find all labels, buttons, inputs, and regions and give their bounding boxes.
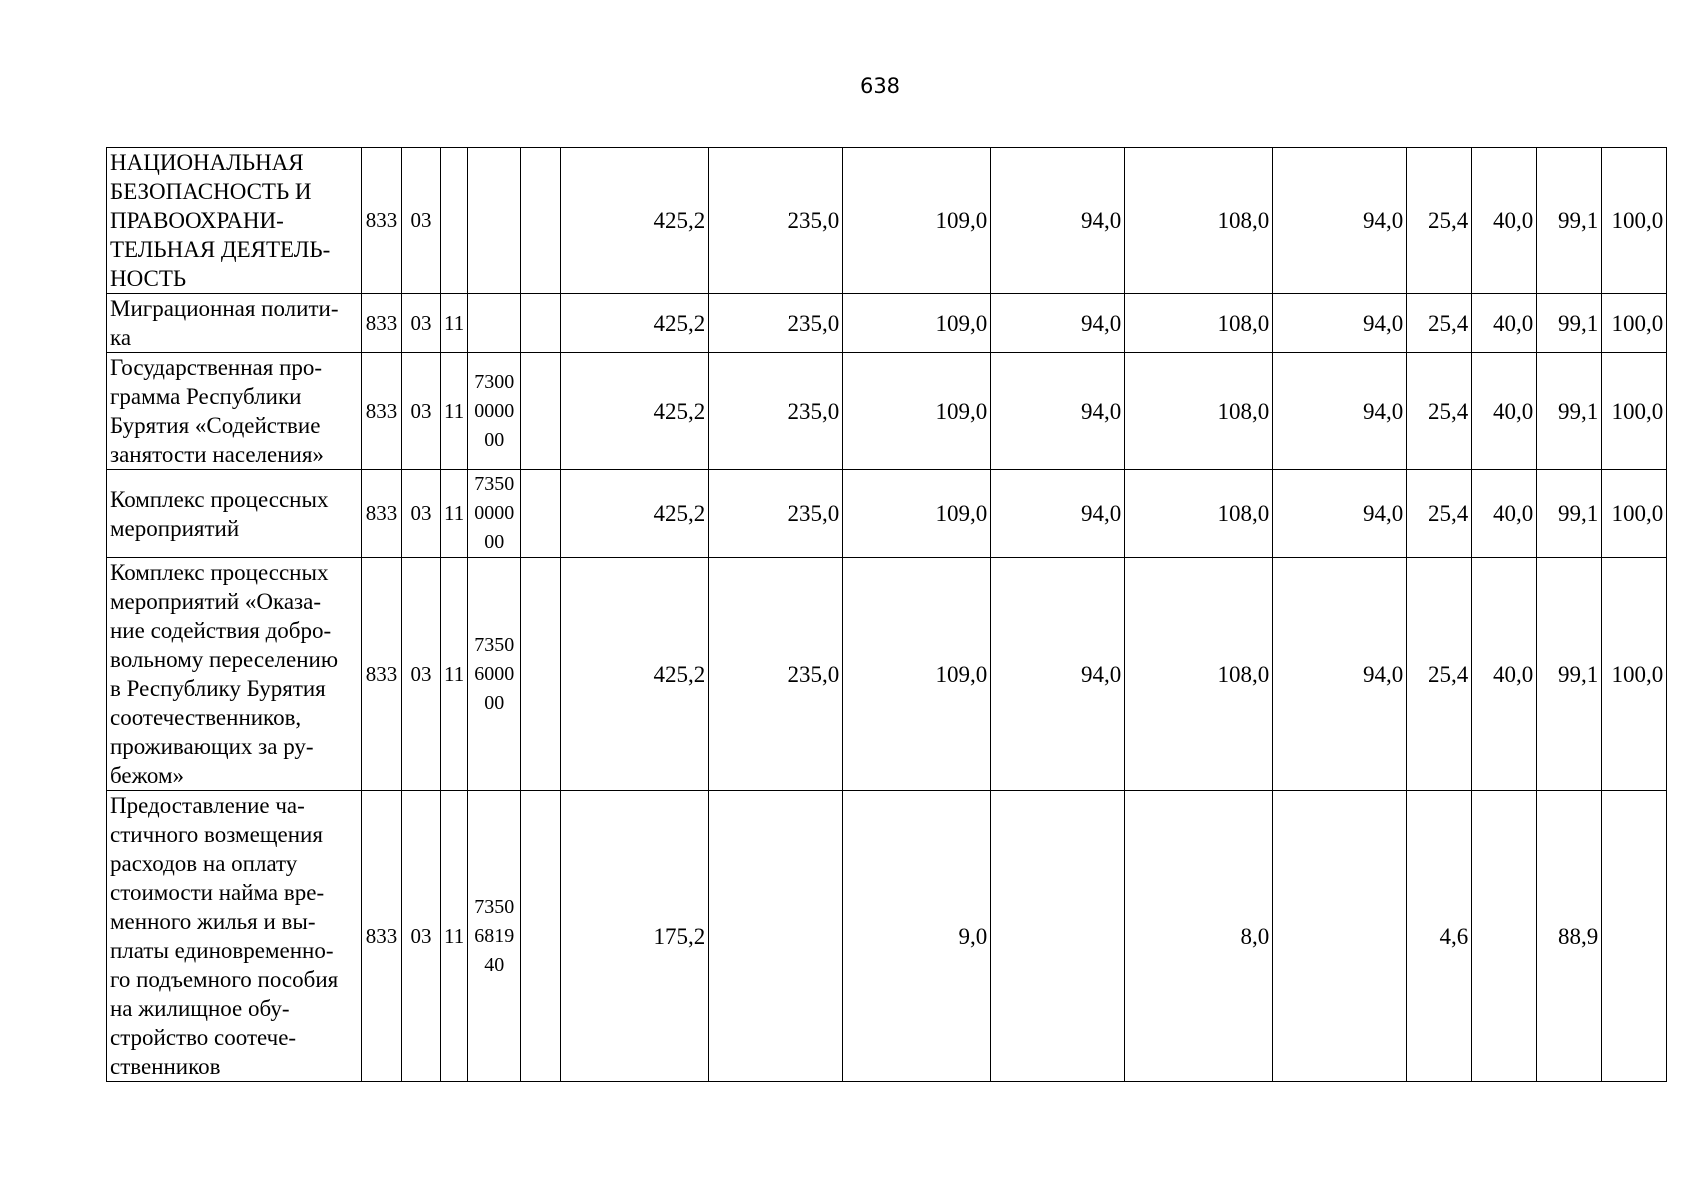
expense-type-code [521, 791, 561, 1082]
value-pct-2023-to-2021: 4,6 [1407, 791, 1472, 1082]
value-pct-approved-2024: 100,0 [1602, 558, 1667, 791]
value-2024-plan: 94,0 [991, 294, 1125, 353]
value-2021-fact: 425,2 [561, 470, 709, 558]
target-article-code [468, 148, 521, 294]
row-name: Миграционная полити- ка [107, 294, 362, 353]
grbs-code: 833 [362, 791, 402, 1082]
value-pct-approved-2024: 100,0 [1602, 353, 1667, 470]
target-article-code: 7350 6819 40 [468, 791, 521, 1082]
value-pct-2024-to-2022: 40,0 [1472, 470, 1537, 558]
value-2024-approved: 94,0 [1273, 470, 1407, 558]
value-pct-approved-2024 [1602, 791, 1667, 1082]
section-code: 03 [402, 353, 441, 470]
value-2021-fact: 425,2 [561, 294, 709, 353]
expense-type-code [521, 294, 561, 353]
value-2023-approved: 108,0 [1125, 558, 1273, 791]
value-2021-fact: 425,2 [561, 558, 709, 791]
value-pct-approved-2023: 99,1 [1537, 148, 1602, 294]
expense-type-code [521, 148, 561, 294]
subsection-code [441, 148, 468, 294]
section-code: 03 [402, 558, 441, 791]
value-2022-plan [709, 791, 843, 1082]
value-2022-plan: 235,0 [709, 558, 843, 791]
table-row [107, 353, 1667, 470]
value-pct-approved-2024: 100,0 [1602, 470, 1667, 558]
row-name: Предоставление ча- стичного возмещения расходов на оплату стоимости найма вре- менного жилья и вы- платы единовременно- го подъемного пособия на жилищное обу- стройство соотече- ственников [107, 791, 362, 1082]
value-pct-2024-to-2022: 40,0 [1472, 294, 1537, 353]
value-2021-fact: 175,2 [561, 791, 709, 1082]
value-2023-plan: 109,0 [843, 353, 991, 470]
expense-type-code [521, 470, 561, 558]
value-2023-plan: 109,0 [843, 470, 991, 558]
value-2022-plan: 235,0 [709, 470, 843, 558]
table-row [107, 558, 1667, 791]
value-2023-approved: 108,0 [1125, 148, 1273, 294]
value-pct-2023-to-2021: 25,4 [1407, 294, 1472, 353]
grbs-code: 833 [362, 353, 402, 470]
section-code: 03 [402, 791, 441, 1082]
budget-table [106, 147, 1667, 1082]
value-pct-approved-2024: 100,0 [1602, 294, 1667, 353]
grbs-code: 833 [362, 294, 402, 353]
subsection-code: 11 [441, 353, 468, 470]
value-pct-2024-to-2022: 40,0 [1472, 353, 1537, 470]
target-article-code: 7350 0000 00 [468, 470, 521, 558]
target-article-code: 7300 0000 00 [468, 353, 521, 470]
value-2024-plan: 94,0 [991, 558, 1125, 791]
value-2022-plan: 235,0 [709, 148, 843, 294]
value-2023-approved: 108,0 [1125, 353, 1273, 470]
row-name: НАЦИОНАЛЬНАЯ БЕЗОПАСНОСТЬ И ПРАВООХРАНИ- ТЕЛЬНАЯ ДЕЯТЕЛЬ- НОСТЬ [107, 148, 362, 294]
value-2024-plan [991, 791, 1125, 1082]
target-article-code: 7350 6000 00 [468, 558, 521, 791]
grbs-code: 833 [362, 470, 402, 558]
value-pct-2024-to-2022 [1472, 791, 1537, 1082]
page-number: 638 [859, 74, 901, 98]
row-name: Комплекс процессных мероприятий [107, 470, 362, 558]
value-2023-approved: 8,0 [1125, 791, 1273, 1082]
table-row [107, 148, 1667, 294]
value-2024-plan: 94,0 [991, 470, 1125, 558]
section-code: 03 [402, 148, 441, 294]
value-2022-plan: 235,0 [709, 353, 843, 470]
value-2024-approved: 94,0 [1273, 294, 1407, 353]
value-2023-plan: 9,0 [843, 791, 991, 1082]
value-pct-approved-2023: 99,1 [1537, 470, 1602, 558]
value-2024-approved: 94,0 [1273, 558, 1407, 791]
value-pct-approved-2023: 99,1 [1537, 353, 1602, 470]
value-2023-approved: 108,0 [1125, 470, 1273, 558]
expense-type-code [521, 353, 561, 470]
row-name: Комплекс процессных мероприятий «Оказа- ние содействия добро- вольному переселению в Республику Бурятия соотечественников, проживающих за ру- бежом» [107, 558, 362, 791]
subsection-code: 11 [441, 791, 468, 1082]
section-code: 03 [402, 470, 441, 558]
table-row [107, 294, 1667, 353]
value-2023-plan: 109,0 [843, 294, 991, 353]
table-body [107, 148, 1667, 1082]
section-code: 03 [402, 294, 441, 353]
target-article-code [468, 294, 521, 353]
value-pct-approved-2023: 88,9 [1537, 791, 1602, 1082]
value-pct-2024-to-2022: 40,0 [1472, 558, 1537, 791]
value-2024-plan: 94,0 [991, 148, 1125, 294]
value-pct-2023-to-2021: 25,4 [1407, 353, 1472, 470]
row-name: Государственная про- грамма Республики Бурятия «Содействие занятости населения» [107, 353, 362, 470]
value-2021-fact: 425,2 [561, 148, 709, 294]
value-pct-2023-to-2021: 25,4 [1407, 558, 1472, 791]
value-2023-approved: 108,0 [1125, 294, 1273, 353]
value-pct-approved-2023: 99,1 [1537, 294, 1602, 353]
expense-type-code [521, 558, 561, 791]
value-2023-plan: 109,0 [843, 558, 991, 791]
table-row [107, 791, 1667, 1082]
value-2022-plan: 235,0 [709, 294, 843, 353]
value-pct-approved-2023: 99,1 [1537, 558, 1602, 791]
grbs-code: 833 [362, 148, 402, 294]
value-2024-approved [1273, 791, 1407, 1082]
value-2023-plan: 109,0 [843, 148, 991, 294]
value-pct-2023-to-2021: 25,4 [1407, 148, 1472, 294]
value-pct-approved-2024: 100,0 [1602, 148, 1667, 294]
value-2021-fact: 425,2 [561, 353, 709, 470]
subsection-code: 11 [441, 294, 468, 353]
subsection-code: 11 [441, 558, 468, 791]
table-row [107, 470, 1667, 558]
value-pct-2024-to-2022: 40,0 [1472, 148, 1537, 294]
grbs-code: 833 [362, 558, 402, 791]
value-pct-2023-to-2021: 25,4 [1407, 470, 1472, 558]
value-2024-approved: 94,0 [1273, 148, 1407, 294]
value-2024-approved: 94,0 [1273, 353, 1407, 470]
value-2024-plan: 94,0 [991, 353, 1125, 470]
subsection-code: 11 [441, 470, 468, 558]
